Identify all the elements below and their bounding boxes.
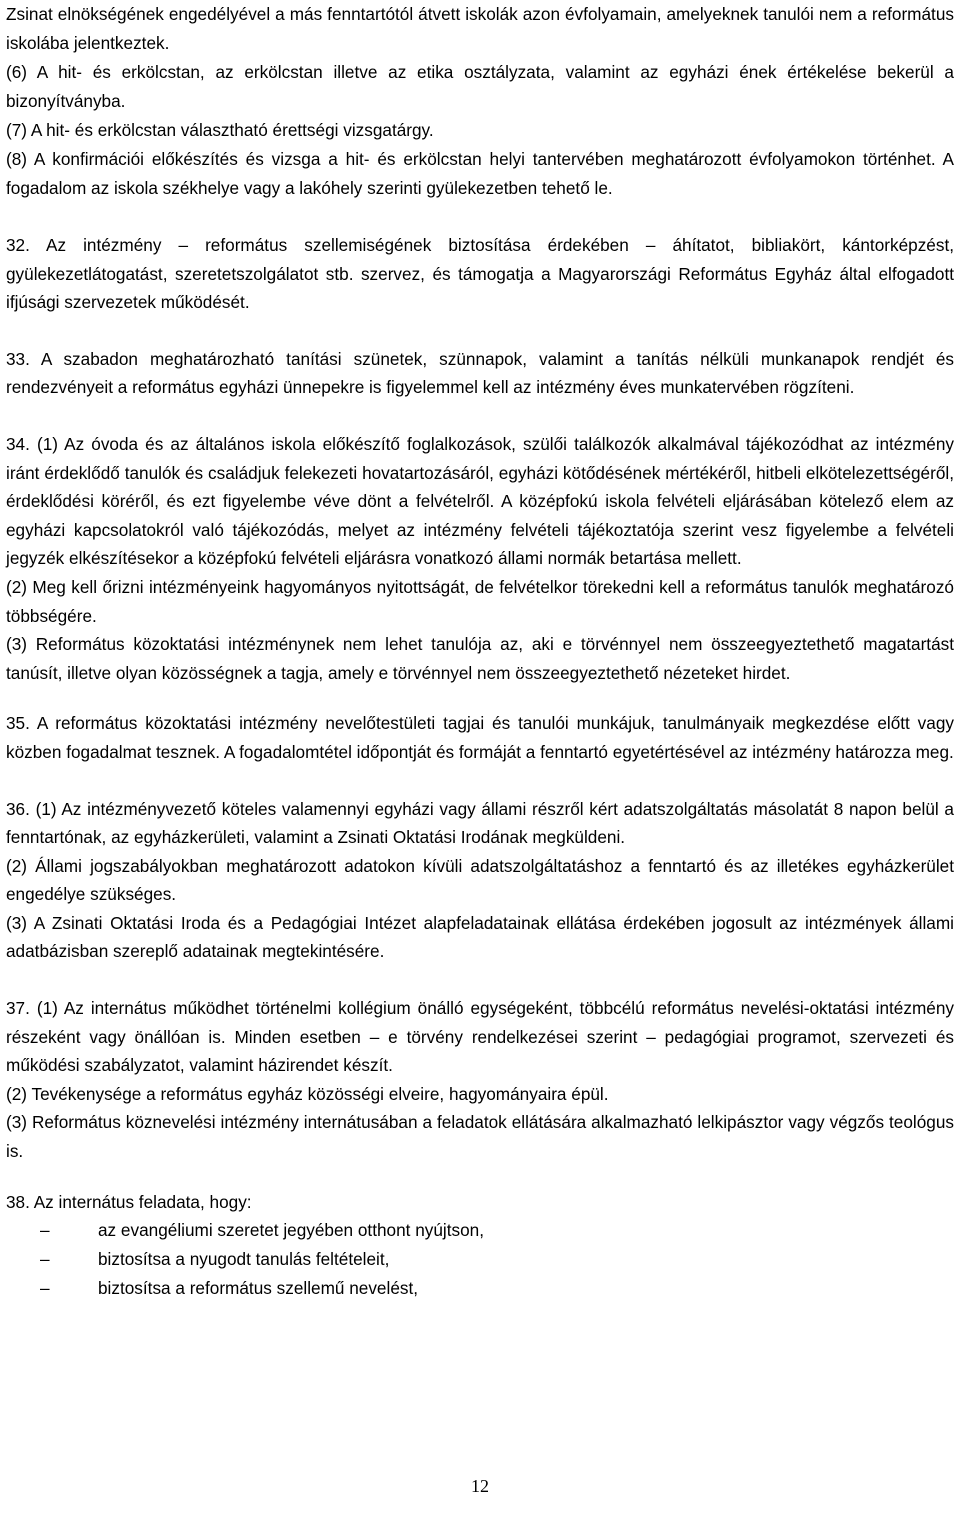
list-item-text: biztosítsa a nyugodt tanulás feltételeit,: [98, 1249, 390, 1270]
list-item-text: az evangéliumi szeretet jegyében otthont nyújtson,: [98, 1220, 485, 1241]
list-item-text: biztosítsa a református szellemű nevelést,: [98, 1278, 419, 1299]
section-33: 33. A szabadon meghatározható tanítási szünetek, szünnapok, valamint a tanítás nélküli munkanapok rendjét és rendezvényeit a református egyházi ünnepekre is figyelemmel kell az intézmény éves munkatervében rögzíteni.: [6, 348, 954, 398]
paragraph-continuation: Zsinat elnökségének engedélyével a más fenntartótól átvett iskolák azon évfolyamain, amelyeknek tanulói nem a református iskolába jelentkeztek.: [6, 4, 954, 53]
document-page: [6, 0, 954, 1303]
section-36-1: 36. (1) Az intézményvezető köteles valamennyi egyházi vagy állami részről kért adatszolgáltatás másolatát 8 napon belül a fenntartónak, az egyházkerületi, valamint a Zsinati Oktatási Irodának megküldeni.: [6, 798, 954, 848]
paragraph-6: (6) A hit- és erkölcstan, az erkölcstan illetve az etika osztályzata, valamint az egyházi ének értékelése bekerül a bizonyítványba.: [6, 62, 954, 111]
paragraph-8: (8) A konfirmációi előkészítés és vizsga a hit- és erkölcstan helyi tantervében meghatározott évfolyamokon történhet. A fogadalom az iskola székhelye vagy a lakóhely szerinti gyülekezetben tehető le.: [6, 149, 954, 198]
list-item: [6, 1216, 954, 1245]
section-34-1: 34. (1) Az óvoda és az általános iskola előkészítő foglalkozások, szülői találkozók alkalmával tájékozódhat az intézmény iránt érdeklődő tanulók és családjuk felekezeti hovatartozásáról, egyházi kötődésének mértékéről, hitbeli elkötelezettségéről, érdeklődési köréről, és ezt figyelembe véve dönt a felvételről. A középfokú iskola felvételi eljárásában kötelező elem az egyházi kapcsolatokról való tájékozódás, melyet az intézmény felvételi tájékoztatója szerint vesz figyelembe a felvételi jegyzék elkészítésekor a középfokú felvételi eljárásra vonatkozó állami normák betartása mellett.: [6, 433, 954, 569]
list-item: [6, 1274, 954, 1303]
page-number: 12: [471, 1476, 489, 1496]
internatus-task-list: [6, 1216, 954, 1303]
section-35: 35. A református közoktatási intézmény nevelőtestületi tagjai és tanulói munkájuk, tanulmányaik megkezdése előtt vagy közben fogadalmat tesznek. A fogadalomtétel időpontját és formáját a fenntartó egyetértésével az intézmény határozza meg.: [6, 713, 954, 762]
section-37-1: 37. (1) Az internátus működhet történelmi kollégium önálló egységeként, többcélú református nevelési-oktatási intézmény részeként vagy önállóan is. Minden esetben – e törvény rendelkezései szerint – pedagógiai programot, szervezeti és működési szabályzatot, valamint házirendet készít.: [6, 998, 954, 1076]
section-34-2: (2) Meg kell őrizni intézményeink hagyományos nyitottságát, de felvételkor törekedni kell a református tanulók meghatározó többségére.: [6, 576, 954, 626]
paragraph-7: (7) A hit- és erkölcstan választható érettségi vizsgatárgy.: [6, 120, 434, 140]
dash-bullet-icon: –: [40, 1220, 50, 1241]
section-37-3: (3) Református köznevelési intézmény internátusában a feladatok ellátására alkalmazható lelkipásztor vagy végzős teológus is.: [6, 1112, 954, 1162]
section-34-3: (3) Református közoktatási intézménynek nem lehet tanulója az, aki e törvénnyel nem összeegyeztethető magatartást tanúsít, illetve olyan közösségnek a tagja, amely e törvénnyel nem összeegyeztethető nézeteket hirdet.: [6, 634, 954, 683]
list-item: [6, 1245, 954, 1274]
section-37-2: (2) Tevékenysége a református egyház közösségi elveire, hagyományaira épül.: [6, 1083, 609, 1104]
section-32: 32. Az intézmény – református szellemiségének biztosítása érdekében – áhítatot, bibliakört, kántorképzést, gyülekezetlátogatást, szeretetszolgálatot stb. szervez, és támogatja a Magyarországi Református Egyház által elfogadott ifjúsági szervezetek működését.: [6, 235, 954, 313]
dash-bullet-icon: –: [40, 1249, 50, 1270]
dash-bullet-icon: –: [40, 1278, 50, 1299]
section-36-2: (2) Állami jogszabályokban meghatározott adatokon kívüli adatszolgáltatáshoz a fenntartó és az illetékes egyházkerület engedélye szükséges.: [6, 855, 954, 905]
section-38: 38. Az internátus feladata, hogy:: [6, 1191, 252, 1212]
section-36-3: (3) A Zsinati Oktatási Iroda és a Pedagógiai Intézet alapfeladatainak ellátása érdekében jogosult az intézmények állami adatbázisban szereplő adatainak megtekintésére.: [6, 912, 954, 962]
